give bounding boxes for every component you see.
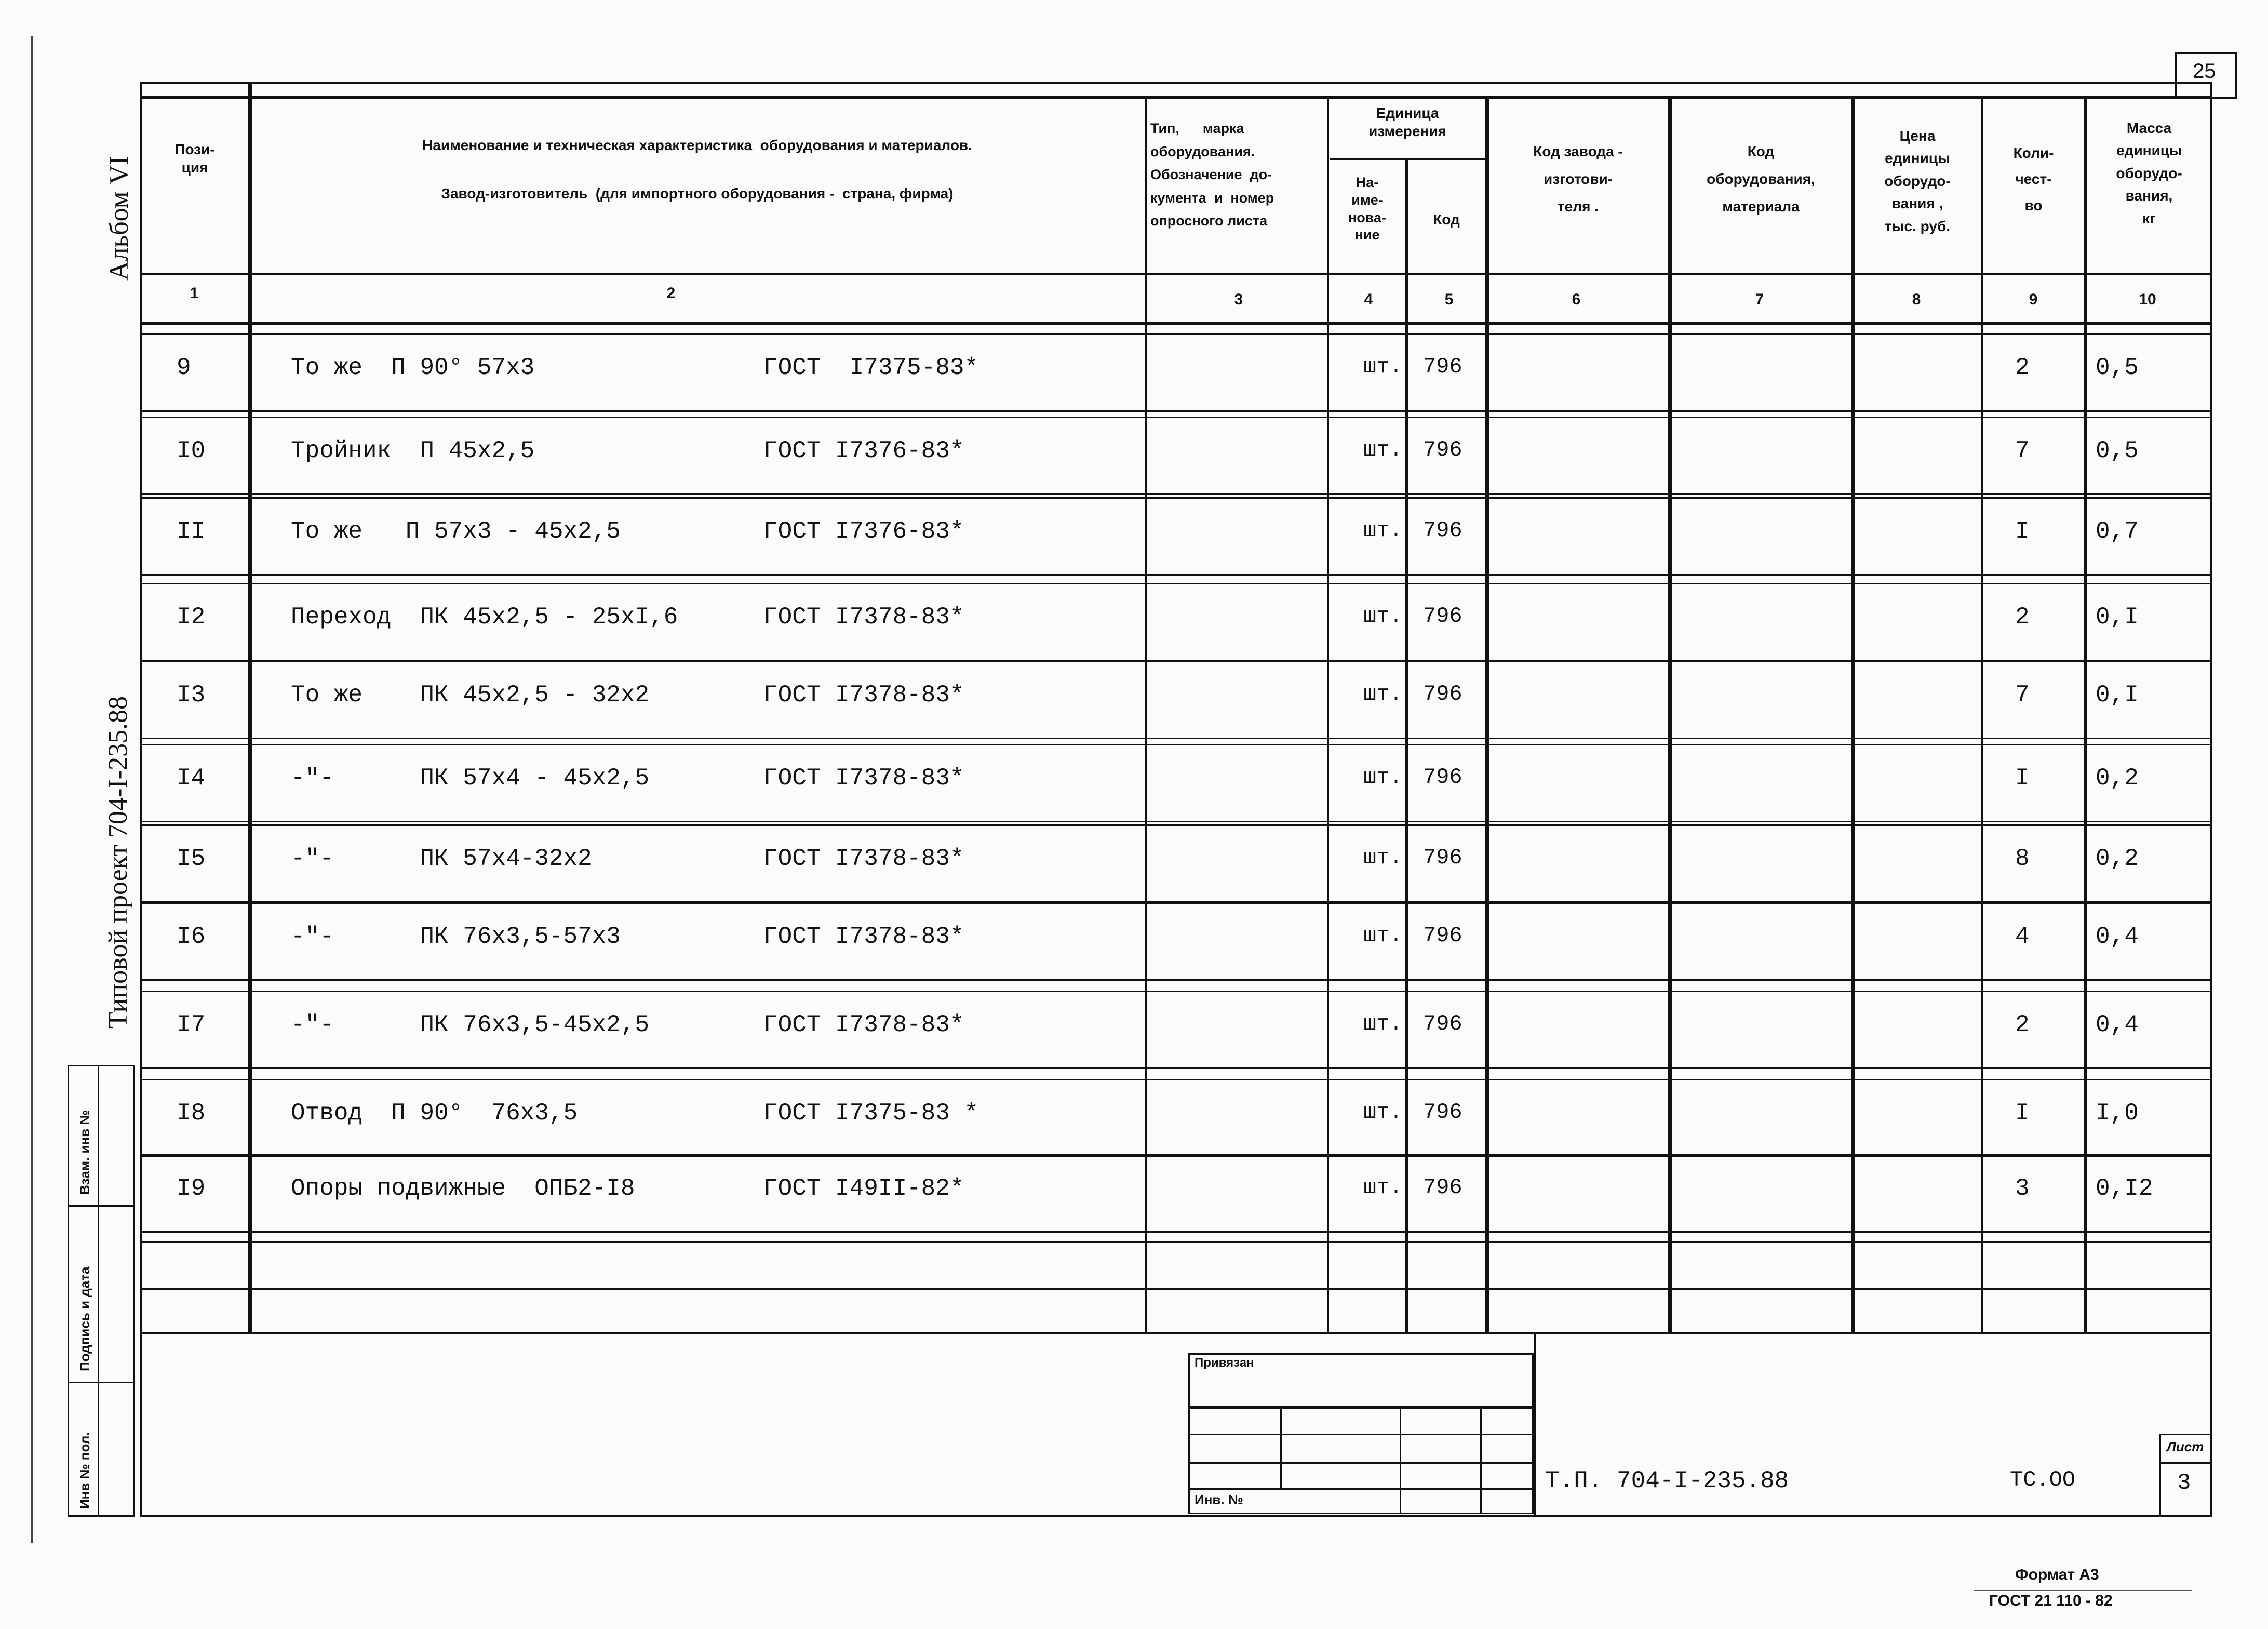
row-quantity: 2 — [2015, 1011, 2030, 1038]
row-standard: ГОСТ I7376-83* — [763, 518, 964, 545]
row-standard: ГОСТ I7375-83* — [763, 354, 979, 381]
sheet-label: Лист — [2167, 1439, 2204, 1454]
header-name-line2: Завод-изготовитель (для импортного оборудования - страна, фирма) — [441, 185, 954, 202]
row-unit-code: 796 — [1423, 354, 1462, 379]
column-number: 9 — [2029, 291, 2038, 308]
grid-line — [2159, 1462, 2212, 1464]
row-quantity: I — [2015, 518, 2030, 545]
header-unit-group: Единица измерения — [1368, 105, 1446, 139]
column-number: 8 — [1912, 291, 1921, 308]
row-name: -"- ПК 57х4-32х2 — [291, 845, 592, 872]
row-unit-code: 796 — [1423, 1011, 1462, 1036]
row-unit: шт. — [1363, 923, 1403, 948]
row-name: -"- ПК 76х3,5-57х3 — [291, 923, 621, 950]
row-unit-code: 796 — [1423, 765, 1462, 790]
row-standard: ГОСТ I7378-83* — [763, 682, 964, 709]
row-unit-code: 796 — [1423, 923, 1462, 948]
row-line — [140, 583, 2212, 584]
header-factory-code: Код завода - изготови- теля . — [1533, 143, 1623, 215]
row-quantity: 2 — [2015, 604, 2030, 631]
row-name: То же П 57х3 - 45х2,5 — [291, 518, 621, 545]
row-mass: 0,7 — [2096, 518, 2139, 545]
row-line — [140, 1154, 2212, 1156]
row-standard: ГОСТ I7378-83* — [763, 765, 964, 792]
row-unit: шт. — [1363, 437, 1403, 462]
column-number: 6 — [1572, 291, 1581, 308]
grid-line — [140, 273, 2212, 275]
standard-label: ГОСТ 21 110 - 82 — [1989, 1592, 2113, 1609]
header-unit-name: На- име- нова- ние — [1348, 175, 1387, 243]
header-position: Пози- ция — [175, 141, 215, 176]
row-name: -"- ПК 76х3,5-45х2,5 — [291, 1011, 650, 1038]
row-line — [140, 493, 2212, 495]
row-mass: 0,2 — [2096, 845, 2139, 872]
privyazan-label: Привязан — [1195, 1356, 1254, 1370]
grid-line — [1480, 1408, 1482, 1514]
row-unit: шт. — [1363, 354, 1403, 379]
row-quantity: 7 — [2015, 682, 2030, 709]
row-line — [140, 1079, 2212, 1080]
row-unit: шт. — [1363, 682, 1403, 706]
row-position: I2 — [177, 604, 206, 631]
row-quantity: 8 — [2015, 845, 2030, 872]
header-unit-code: Код — [1433, 211, 1460, 228]
col-line — [1668, 96, 1672, 1332]
row-line — [140, 410, 2212, 412]
album-label: Альбом VI — [104, 156, 134, 281]
row-unit: шт. — [1363, 1175, 1403, 1200]
stamp-divider — [68, 1205, 135, 1207]
row-line — [140, 991, 2212, 992]
row-unit-code: 796 — [1423, 604, 1462, 629]
row-name: То же П 90° 57х3 — [291, 354, 535, 381]
row-standard: ГОСТ I7378-83* — [763, 923, 964, 950]
header-price: Цена единицы оборудо- вания , тыс. руб. — [1884, 128, 1951, 234]
row-unit: шт. — [1363, 765, 1403, 790]
row-mass: 0,4 — [2096, 923, 2139, 950]
column-number: 4 — [1364, 291, 1373, 308]
column-number: 10 — [2139, 291, 2156, 308]
row-line — [140, 979, 2212, 981]
row-name: То же ПК 45х2,5 - 32х2 — [291, 682, 650, 709]
row-position: I7 — [177, 1011, 206, 1038]
row-unit-code: 796 — [1423, 1100, 1462, 1125]
row-unit: шт. — [1363, 518, 1403, 543]
row-unit: шт. — [1363, 604, 1403, 629]
sheet-corner-number: 25 — [2193, 60, 2216, 83]
grid-line — [1188, 1434, 1534, 1435]
row-position: I5 — [177, 845, 206, 872]
row-unit-code: 796 — [1423, 1175, 1462, 1200]
row-standard: ГОСТ I7376-83* — [763, 437, 964, 464]
row-mass: I,0 — [2096, 1100, 2139, 1127]
row-line — [140, 333, 2212, 335]
row-position: I9 — [177, 1175, 206, 1202]
header-quantity: Коли- чест- во — [2013, 145, 2054, 213]
sheet-number: 3 — [2177, 1470, 2191, 1496]
row-position: II — [177, 518, 206, 545]
row-unit-code: 796 — [1423, 437, 1462, 462]
row-unit: шт. — [1363, 1011, 1403, 1036]
row-quantity: 3 — [2015, 1175, 2030, 1202]
inv-label: Инв. № — [1195, 1492, 1243, 1507]
row-name: Опоры подвижные ОПБ2-I8 — [291, 1175, 635, 1202]
row-position: I3 — [177, 682, 206, 709]
col-line — [1327, 96, 1329, 1332]
row-mass: 0,4 — [2096, 1011, 2139, 1038]
header-mass: Масса единицы оборудо- вания, кг — [2116, 120, 2182, 226]
stamp-divider — [98, 1065, 99, 1517]
grid-line — [1280, 1408, 1282, 1488]
row-standard: ГОСТ I7378-83* — [763, 604, 964, 631]
row-quantity: 2 — [2015, 354, 2030, 381]
header-equipment-code: Код оборудования, материала — [1707, 143, 1815, 215]
row-mass: 0,I — [2096, 682, 2139, 709]
grid-line — [140, 96, 2212, 99]
row-standard: ГОСТ I7375-83 * — [763, 1100, 979, 1127]
column-number: 5 — [1444, 291, 1454, 308]
grid-line — [140, 322, 2212, 325]
col-line — [1485, 96, 1489, 1332]
header-type: Тип, марка оборудования. Обозначение до- кумента и номер опросного листа — [1150, 121, 1274, 229]
row-line — [140, 1241, 2212, 1243]
row-position: I0 — [177, 437, 206, 464]
row-unit-code: 796 — [1423, 845, 1462, 870]
left-margin-line — [31, 36, 33, 1543]
row-unit-code: 796 — [1423, 682, 1462, 706]
row-line — [140, 1231, 2212, 1233]
row-unit: шт. — [1363, 845, 1403, 870]
row-name: Тройник П 45х2,5 — [291, 437, 535, 464]
row-standard: ГОСТ I7378-83* — [763, 1011, 964, 1038]
row-line — [140, 738, 2212, 739]
row-mass: 0,I2 — [2096, 1175, 2153, 1202]
col-line — [1851, 96, 1855, 1332]
doc-code: Т.П. 704-I-235.88 — [1545, 1467, 1789, 1494]
row-quantity: 4 — [2015, 923, 2030, 950]
grid-line — [1188, 1488, 1534, 1490]
stamp-field-label: Инв № пол. — [77, 1432, 92, 1509]
grid-line — [140, 1332, 2212, 1334]
col-line — [1981, 96, 1983, 1332]
row-line — [140, 824, 2212, 826]
column-number: 2 — [666, 285, 676, 302]
format-label: Формат А3 — [2015, 1566, 2099, 1583]
row-line — [140, 1067, 2212, 1069]
row-position: 9 — [177, 354, 191, 381]
row-line — [140, 497, 2212, 499]
row-line — [140, 1288, 2212, 1290]
column-number: 1 — [190, 285, 199, 302]
row-unit-code: 796 — [1423, 518, 1462, 543]
row-standard: ГОСТ I49II-82* — [763, 1175, 964, 1202]
header-name-line1: Наименование и техническая характеристика оборудования и материалов. — [422, 137, 972, 153]
section-code: ТС.ОО — [2010, 1467, 2076, 1492]
row-position: I8 — [177, 1100, 206, 1127]
stamp-divider — [68, 1382, 135, 1383]
row-line — [140, 744, 2212, 745]
row-line — [140, 902, 2212, 904]
grid-line — [1534, 1332, 1536, 1517]
row-quantity: I — [2015, 1100, 2030, 1127]
row-line — [140, 821, 2212, 822]
row-line — [140, 1156, 2212, 1157]
grid-line — [1188, 1462, 1534, 1464]
row-line — [140, 417, 2212, 418]
row-name: Отвод П 90° 76х3,5 — [291, 1100, 578, 1127]
row-quantity: I — [2015, 765, 2030, 792]
project-label: Типовой проект 704-I-235.88 — [103, 696, 133, 1029]
row-mass: 0,I — [2096, 604, 2139, 631]
row-line — [140, 574, 2212, 576]
stamp-field-label: Взам. инв № — [77, 1110, 92, 1195]
row-name: -"- ПК 57х4 - 45х2,5 — [291, 765, 650, 792]
row-mass: 0,2 — [2096, 765, 2139, 792]
grid-line — [1400, 1408, 1401, 1514]
row-mass: 0,5 — [2096, 354, 2139, 381]
col-line — [2084, 96, 2087, 1332]
column-number: 3 — [1234, 291, 1243, 308]
column-number: 7 — [1755, 291, 1764, 308]
row-mass: 0,5 — [2096, 437, 2139, 464]
col-line — [1145, 96, 1147, 1332]
row-line — [140, 661, 2212, 662]
row-unit: шт. — [1363, 1100, 1403, 1125]
row-quantity: 7 — [2015, 437, 2030, 464]
row-standard: ГОСТ I7378-83* — [763, 845, 964, 872]
row-position: I4 — [177, 765, 206, 792]
col-line — [248, 83, 252, 1332]
row-name: Переход ПК 45х2,5 - 25хI,6 — [291, 604, 678, 631]
row-position: I6 — [177, 923, 206, 950]
footer-rule — [1974, 1590, 2192, 1591]
stamp-field-label: Подпись и дата — [77, 1266, 92, 1371]
